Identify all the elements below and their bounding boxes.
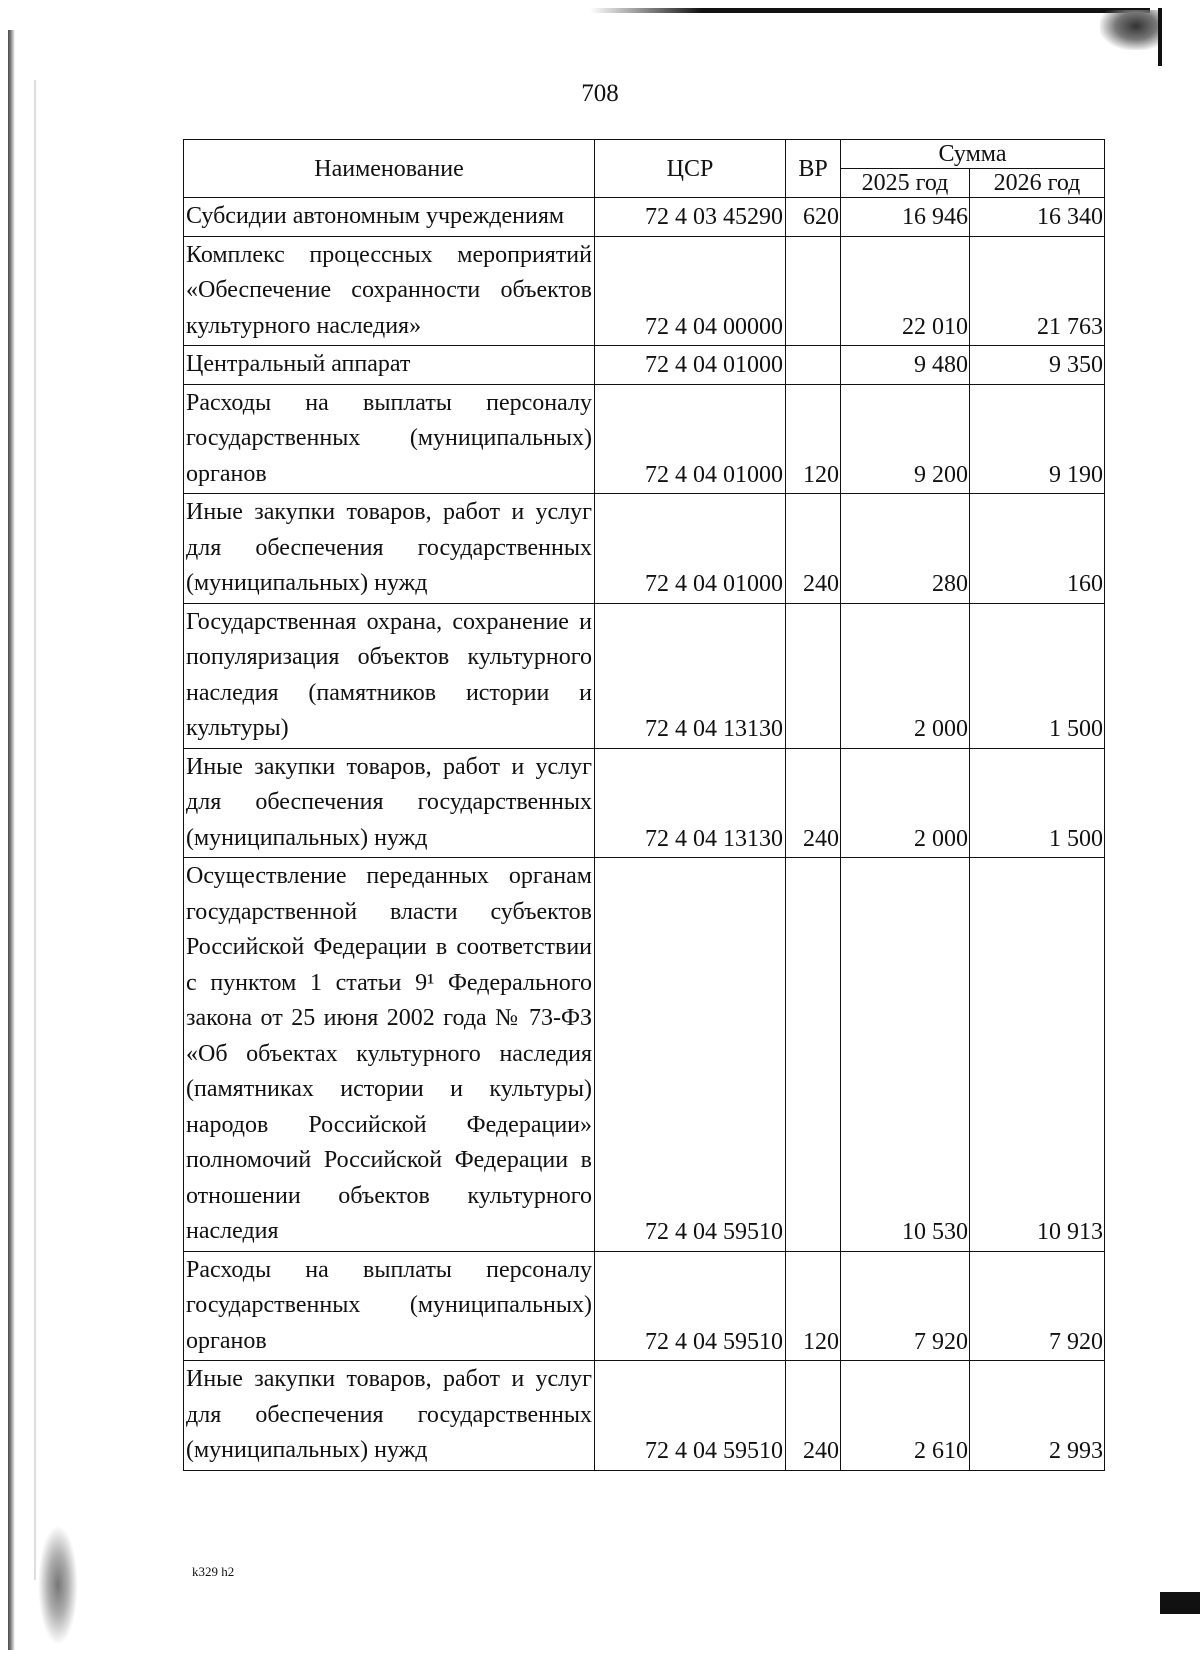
row-sum-2026: 10 913: [970, 858, 1105, 1252]
row-sum-2025: 22 010: [841, 236, 970, 346]
row-csr: 72 4 04 01000: [595, 346, 786, 385]
scan-edge-line: [34, 80, 36, 1580]
row-csr: 72 4 04 00000: [595, 236, 786, 346]
page-number: 708: [581, 80, 619, 107]
row-sum-2026: 2 993: [970, 1361, 1105, 1471]
row-sum-2026: 1 500: [970, 603, 1105, 748]
row-sum-2025: 2 000: [841, 748, 970, 858]
row-csr: 72 4 04 01000: [595, 494, 786, 604]
row-sum-2026: 9 190: [970, 384, 1105, 494]
row-sum-2026: 21 763: [970, 236, 1105, 346]
row-name: Расходы на выплаты персоналу государственных (муниципальных) органов: [184, 1251, 595, 1361]
row-name: Иные закупки товаров, работ и услуг для обеспечения государственных (муниципальных) нужд: [184, 494, 595, 604]
footer-code: k329 h2: [192, 1564, 235, 1579]
table-row: [184, 748, 1105, 858]
table-row: [184, 1251, 1105, 1361]
scan-edge-bar: [1158, 8, 1162, 66]
row-sum-2026: 160: [970, 494, 1105, 604]
table-row: [184, 603, 1105, 748]
table-row: [184, 494, 1105, 604]
row-csr: 72 4 04 13130: [595, 603, 786, 748]
row-name: Осуществление переданных органам государственной власти субъектов Российской Федерации в соответствии с пунктом 1 статьи 9¹ Федерального закона от 25 июня 2002 года № 73-ФЗ «Об объектах культурного наследия (памятниках истории и культуры) народов Российской Федерации» полномочий Российской Федерации в отношении объектов культурного наследия: [184, 858, 595, 1252]
header-year-2026: 2026 год: [970, 169, 1105, 198]
table-row: [184, 198, 1105, 237]
row-vr: 240: [786, 494, 841, 604]
row-csr: 72 4 03 45290: [595, 198, 786, 237]
scan-smudge: [38, 1525, 78, 1645]
row-sum-2025: 9 200: [841, 384, 970, 494]
row-sum-2025: 10 530: [841, 858, 970, 1252]
row-vr: [786, 346, 841, 385]
header-sum: Сумма: [841, 140, 1105, 169]
header-year-2025: 2025 год: [841, 169, 970, 198]
row-name: Центральный аппарат: [184, 346, 595, 385]
row-vr: 120: [786, 1251, 841, 1361]
scan-smudge: [1100, 10, 1160, 50]
row-csr: 72 4 04 13130: [595, 748, 786, 858]
header-csr: ЦСР: [595, 140, 786, 198]
row-sum-2025: 2 000: [841, 603, 970, 748]
row-vr: 120: [786, 384, 841, 494]
scan-edge-bar: [1160, 1592, 1200, 1614]
table-row: [184, 346, 1105, 385]
row-sum-2026: 7 920: [970, 1251, 1105, 1361]
row-name: Государственная охрана, сохранение и популяризация объектов культурного наследия (памятников истории и культуры): [184, 603, 595, 748]
row-vr: 620: [786, 198, 841, 237]
row-sum-2025: 2 610: [841, 1361, 970, 1471]
row-sum-2026: 9 350: [970, 346, 1105, 385]
row-csr: 72 4 04 59510: [595, 1251, 786, 1361]
row-name: Иные закупки товаров, работ и услуг для обеспечения государственных (муниципальных) нужд: [184, 1361, 595, 1471]
row-name: Расходы на выплаты персоналу государственных (муниципальных) органов: [184, 384, 595, 494]
table-row: [184, 384, 1105, 494]
row-sum-2026: 1 500: [970, 748, 1105, 858]
budget-table: [183, 139, 1105, 1471]
row-sum-2025: 9 480: [841, 346, 970, 385]
row-vr: 240: [786, 1361, 841, 1471]
row-name: Субсидии автономным учреждениям: [184, 198, 595, 237]
row-csr: 72 4 04 59510: [595, 1361, 786, 1471]
row-csr: 72 4 04 01000: [595, 384, 786, 494]
table-header: [184, 140, 1105, 198]
row-sum-2025: 280: [841, 494, 970, 604]
header-vr: ВР: [786, 140, 841, 198]
row-name: Иные закупки товаров, работ и услуг для обеспечения государственных (муниципальных) нужд: [184, 748, 595, 858]
table-row: [184, 236, 1105, 346]
table-row: [184, 1361, 1105, 1471]
table-row: [184, 858, 1105, 1252]
scan-edge-shadow: [8, 30, 15, 1650]
row-sum-2026: 16 340: [970, 198, 1105, 237]
row-vr: [786, 236, 841, 346]
row-vr: [786, 603, 841, 748]
row-vr: 240: [786, 748, 841, 858]
scan-top-line: [590, 8, 1150, 13]
row-sum-2025: 7 920: [841, 1251, 970, 1361]
row-name: Комплекс процессных мероприятий «Обеспечение сохранности объектов культурного наследия»: [184, 236, 595, 346]
table-body: [184, 198, 1105, 1471]
row-csr: 72 4 04 59510: [595, 858, 786, 1252]
row-vr: [786, 858, 841, 1252]
row-sum-2025: 16 946: [841, 198, 970, 237]
header-name: Наименование: [184, 140, 595, 198]
